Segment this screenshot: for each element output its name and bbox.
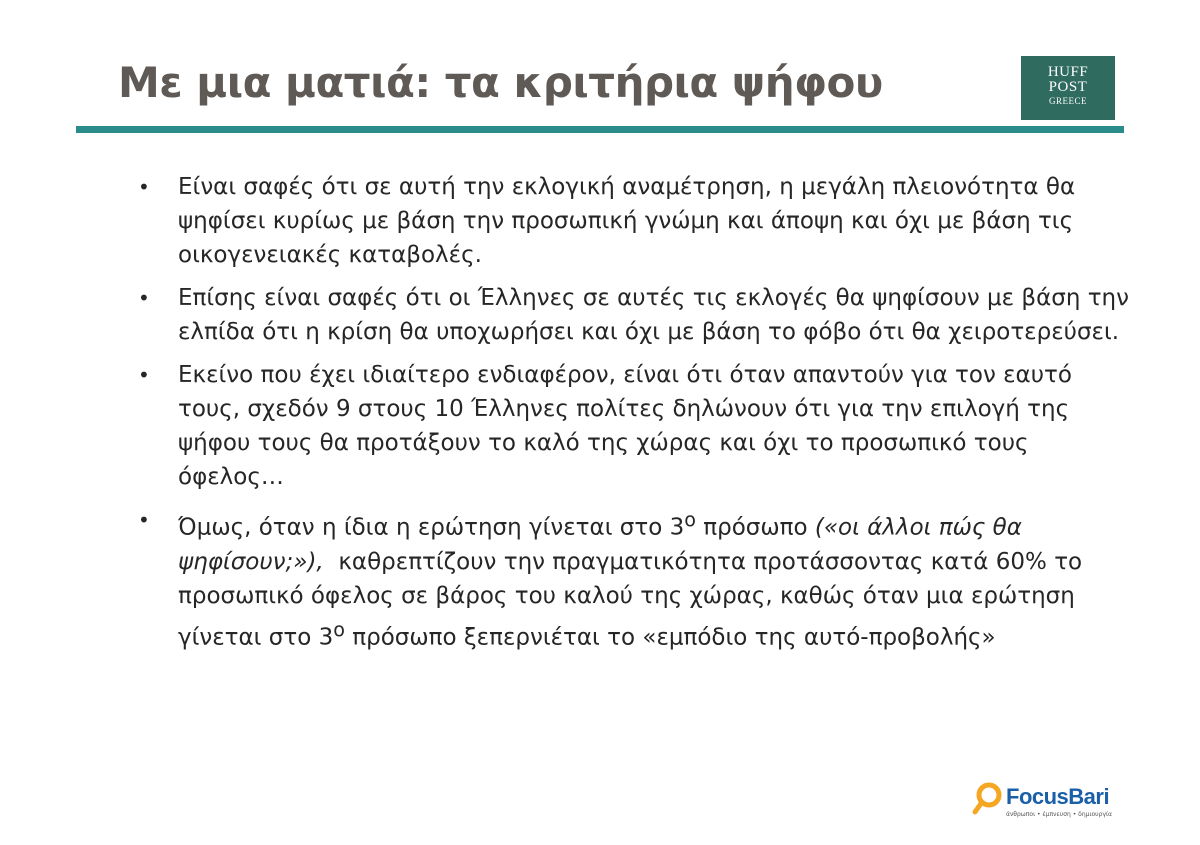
huff-logo-line1: HUFF	[1047, 64, 1089, 80]
bullet-list	[130, 170, 1130, 663]
huffpost-greece-logo	[1021, 56, 1115, 120]
bullet-item	[130, 503, 1130, 654]
bullet-text-part: πρόσωπο	[695, 514, 815, 541]
bullet-item	[130, 358, 1130, 494]
bullet-marker: •	[138, 508, 150, 532]
focusbari-logo	[972, 782, 1122, 822]
huff-logo-line3: GREECE	[1049, 96, 1087, 106]
slide-title: Με μια ματιά: τα κριτήρια ψήφου	[118, 58, 883, 107]
bullet-item	[130, 281, 1130, 349]
superscript-ordinal: ο	[333, 617, 345, 641]
bullet-item	[130, 170, 1130, 272]
bullet-text-part: καθρεπτίζουν την πραγματικότητα προτάσσοντας κατά 60% το προσωπικό όφελος σε βάρος του καλού της χώρας, καθώς όταν μια ερώτηση γίνεται στο 3	[178, 548, 1090, 651]
focusbari-tagline: άνθρωποι • έμπνευση • δημιουργία	[1006, 811, 1112, 818]
bullet-text-part: πρόσωπο ξεπερνιέται το «εμπόδιο της αυτό-προβολής»	[344, 624, 996, 651]
focusbari-name: FocusBari	[1006, 784, 1110, 809]
bullet-text: Εκείνο που έχει ιδιαίτερο ενδιαφέρον, είναι ότι όταν απαντούν για τον εαυτό τους, σχεδόν 9 στους 10 Έλληνες πολίτες δηλώνουν ότι για την επιλογή της ψήφου τους θα προτάξουν το καλό της χώρας και όχι το προσωπικό τους όφελος…	[178, 362, 1072, 490]
bullet-text-part: Όμως, όταν η ίδια η ερώτηση γίνεται στο 3	[178, 514, 685, 541]
bullet-marker: •	[138, 363, 150, 387]
huff-logo-line2: POST	[1048, 79, 1088, 95]
title-divider	[76, 126, 1124, 133]
bullet-text: Είναι σαφές ότι σε αυτή την εκλογική αναμέτρηση, η μεγάλη πλειονότητα θα ψηφίσει κυρίως με βάση την προσωπική γνώμη και άποψη και όχι με βάση τις οικογενειακές καταβολές.	[178, 174, 1076, 268]
bullet-text: Επίσης είναι σαφές ότι οι Έλληνες σε αυτές τις εκλογές θα ψηφίσουν με βάση την ελπίδα ότι η κρίση θα υποχωρήσει και όχι με βάση το φόβο ότι θα χειροτερεύσει.	[178, 285, 1129, 345]
bullet-italic-quote: («οι άλλοι πώς θα ψηφίσουν;»),	[178, 514, 1022, 575]
magnifier-icon	[972, 782, 1006, 818]
bullet-marker: •	[138, 286, 150, 310]
bullet-marker: •	[138, 175, 150, 199]
superscript-ordinal: ο	[684, 508, 696, 531]
